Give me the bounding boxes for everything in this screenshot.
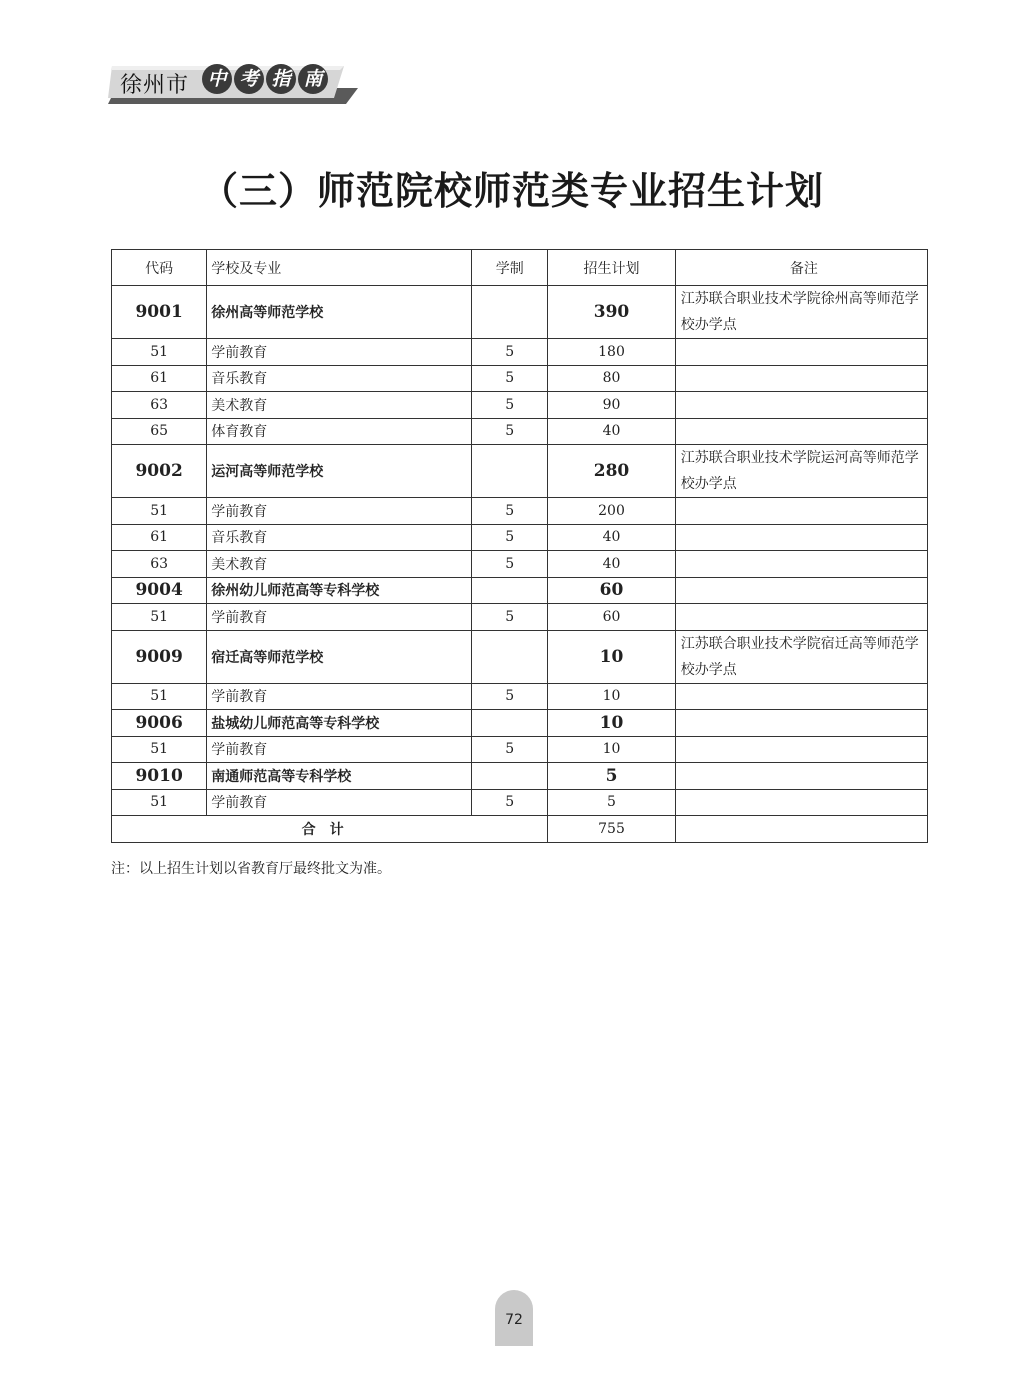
banner-badge-char-2: 考 [234, 64, 264, 94]
total-plan: 755 [548, 816, 676, 843]
name-cell: 徐州幼儿师范高等专科学校 [207, 577, 472, 604]
years-cell: 5 [472, 498, 548, 525]
note-cell [675, 683, 927, 710]
plan-cell: 40 [548, 524, 676, 551]
years-cell [472, 710, 548, 737]
note-cell [675, 789, 927, 816]
major-row [112, 736, 928, 763]
school-row [112, 710, 928, 737]
years-cell: 5 [472, 365, 548, 392]
name-cell: 音乐教育 [207, 524, 472, 551]
code-cell: 61 [112, 524, 207, 551]
name-cell: 学前教育 [207, 339, 472, 366]
major-row [112, 339, 928, 366]
note-cell [675, 365, 927, 392]
code-cell: 65 [112, 418, 207, 445]
years-cell: 5 [472, 392, 548, 419]
code-cell: 51 [112, 736, 207, 763]
major-row [112, 551, 928, 578]
note-cell [675, 577, 927, 604]
school-row [112, 763, 928, 790]
enrollment-plan-table [111, 249, 928, 843]
code-cell: 9001 [112, 286, 207, 339]
note-cell [675, 710, 927, 737]
plan-cell: 90 [548, 392, 676, 419]
code-cell: 51 [112, 339, 207, 366]
major-row [112, 392, 928, 419]
header-code: 代码 [112, 250, 207, 286]
plan-cell: 10 [548, 630, 676, 683]
plan-cell: 5 [548, 789, 676, 816]
name-cell: 南通师范高等专科学校 [207, 763, 472, 790]
school-row [112, 577, 928, 604]
header-plan: 招生计划 [548, 250, 676, 286]
years-cell: 5 [472, 339, 548, 366]
total-label: 合计 [112, 816, 548, 843]
plan-cell: 10 [548, 683, 676, 710]
note-cell [675, 339, 927, 366]
code-cell: 51 [112, 789, 207, 816]
plan-cell: 10 [548, 736, 676, 763]
name-cell: 音乐教育 [207, 365, 472, 392]
major-row [112, 365, 928, 392]
table-body [112, 286, 928, 816]
plan-cell: 390 [548, 286, 676, 339]
name-cell: 学前教育 [207, 789, 472, 816]
plan-cell: 10 [548, 710, 676, 737]
note-cell [675, 551, 927, 578]
banner-badge-char-4: 南 [298, 64, 328, 94]
years-cell [472, 577, 548, 604]
table-header-row [112, 250, 928, 286]
school-row [112, 286, 928, 339]
code-cell: 9006 [112, 710, 207, 737]
header-years: 学制 [472, 250, 548, 286]
plan-cell: 180 [548, 339, 676, 366]
page-title: （三）师范院校师范类专业招生计划 [199, 168, 824, 213]
name-cell: 学前教育 [207, 498, 472, 525]
banner-city-label: 徐州市 [120, 73, 190, 98]
note-cell [675, 524, 927, 551]
plan-cell: 60 [548, 577, 676, 604]
plan-cell: 40 [548, 551, 676, 578]
plan-cell: 200 [548, 498, 676, 525]
school-row [112, 630, 928, 683]
plan-cell: 60 [548, 604, 676, 631]
code-cell: 61 [112, 365, 207, 392]
note-cell [675, 392, 927, 419]
years-cell: 5 [472, 789, 548, 816]
major-row [112, 524, 928, 551]
note-cell [675, 763, 927, 790]
years-cell: 5 [472, 736, 548, 763]
major-row [112, 789, 928, 816]
name-cell: 运河高等师范学校 [207, 445, 472, 498]
code-cell: 9004 [112, 577, 207, 604]
years-cell: 5 [472, 418, 548, 445]
footnote: 注：以上招生计划以省教育厅最终批文为准。 [111, 861, 391, 877]
name-cell: 徐州高等师范学校 [207, 286, 472, 339]
note-cell [675, 418, 927, 445]
note-cell [675, 604, 927, 631]
major-row [112, 418, 928, 445]
years-cell [472, 286, 548, 339]
years-cell: 5 [472, 604, 548, 631]
code-cell: 51 [112, 683, 207, 710]
major-row [112, 604, 928, 631]
major-row [112, 683, 928, 710]
name-cell: 盐城幼儿师范高等专科学校 [207, 710, 472, 737]
header-banner [108, 58, 358, 110]
header-note: 备注 [675, 250, 927, 286]
major-row [112, 498, 928, 525]
years-cell [472, 763, 548, 790]
years-cell: 5 [472, 551, 548, 578]
years-cell [472, 445, 548, 498]
code-cell: 63 [112, 551, 207, 578]
code-cell: 63 [112, 392, 207, 419]
total-note [675, 816, 927, 843]
name-cell: 美术教育 [207, 392, 472, 419]
code-cell: 9009 [112, 630, 207, 683]
code-cell: 51 [112, 604, 207, 631]
plan-cell: 5 [548, 763, 676, 790]
plan-cell: 40 [548, 418, 676, 445]
name-cell: 宿迁高等师范学校 [207, 630, 472, 683]
code-cell: 9002 [112, 445, 207, 498]
code-cell: 9010 [112, 763, 207, 790]
years-cell [472, 630, 548, 683]
note-cell: 江苏联合职业技术学院徐州高等师范学校办学点 [675, 286, 927, 339]
name-cell: 学前教育 [207, 736, 472, 763]
plan-cell: 80 [548, 365, 676, 392]
name-cell: 学前教育 [207, 683, 472, 710]
note-cell: 江苏联合职业技术学院宿迁高等师范学校办学点 [675, 630, 927, 683]
note-cell: 江苏联合职业技术学院运河高等师范学校办学点 [675, 445, 927, 498]
school-row [112, 445, 928, 498]
code-cell: 51 [112, 498, 207, 525]
note-cell [675, 736, 927, 763]
note-cell [675, 498, 927, 525]
name-cell: 体育教育 [207, 418, 472, 445]
plan-cell: 280 [548, 445, 676, 498]
total-row [112, 816, 928, 843]
name-cell: 学前教育 [207, 604, 472, 631]
name-cell: 美术教育 [207, 551, 472, 578]
banner-badge-char-1: 中 [202, 64, 232, 94]
header-school-major: 学校及专业 [207, 250, 472, 286]
years-cell: 5 [472, 683, 548, 710]
years-cell: 5 [472, 524, 548, 551]
page-number: 72 [495, 1290, 533, 1346]
banner-badge-char-3: 指 [266, 64, 296, 94]
